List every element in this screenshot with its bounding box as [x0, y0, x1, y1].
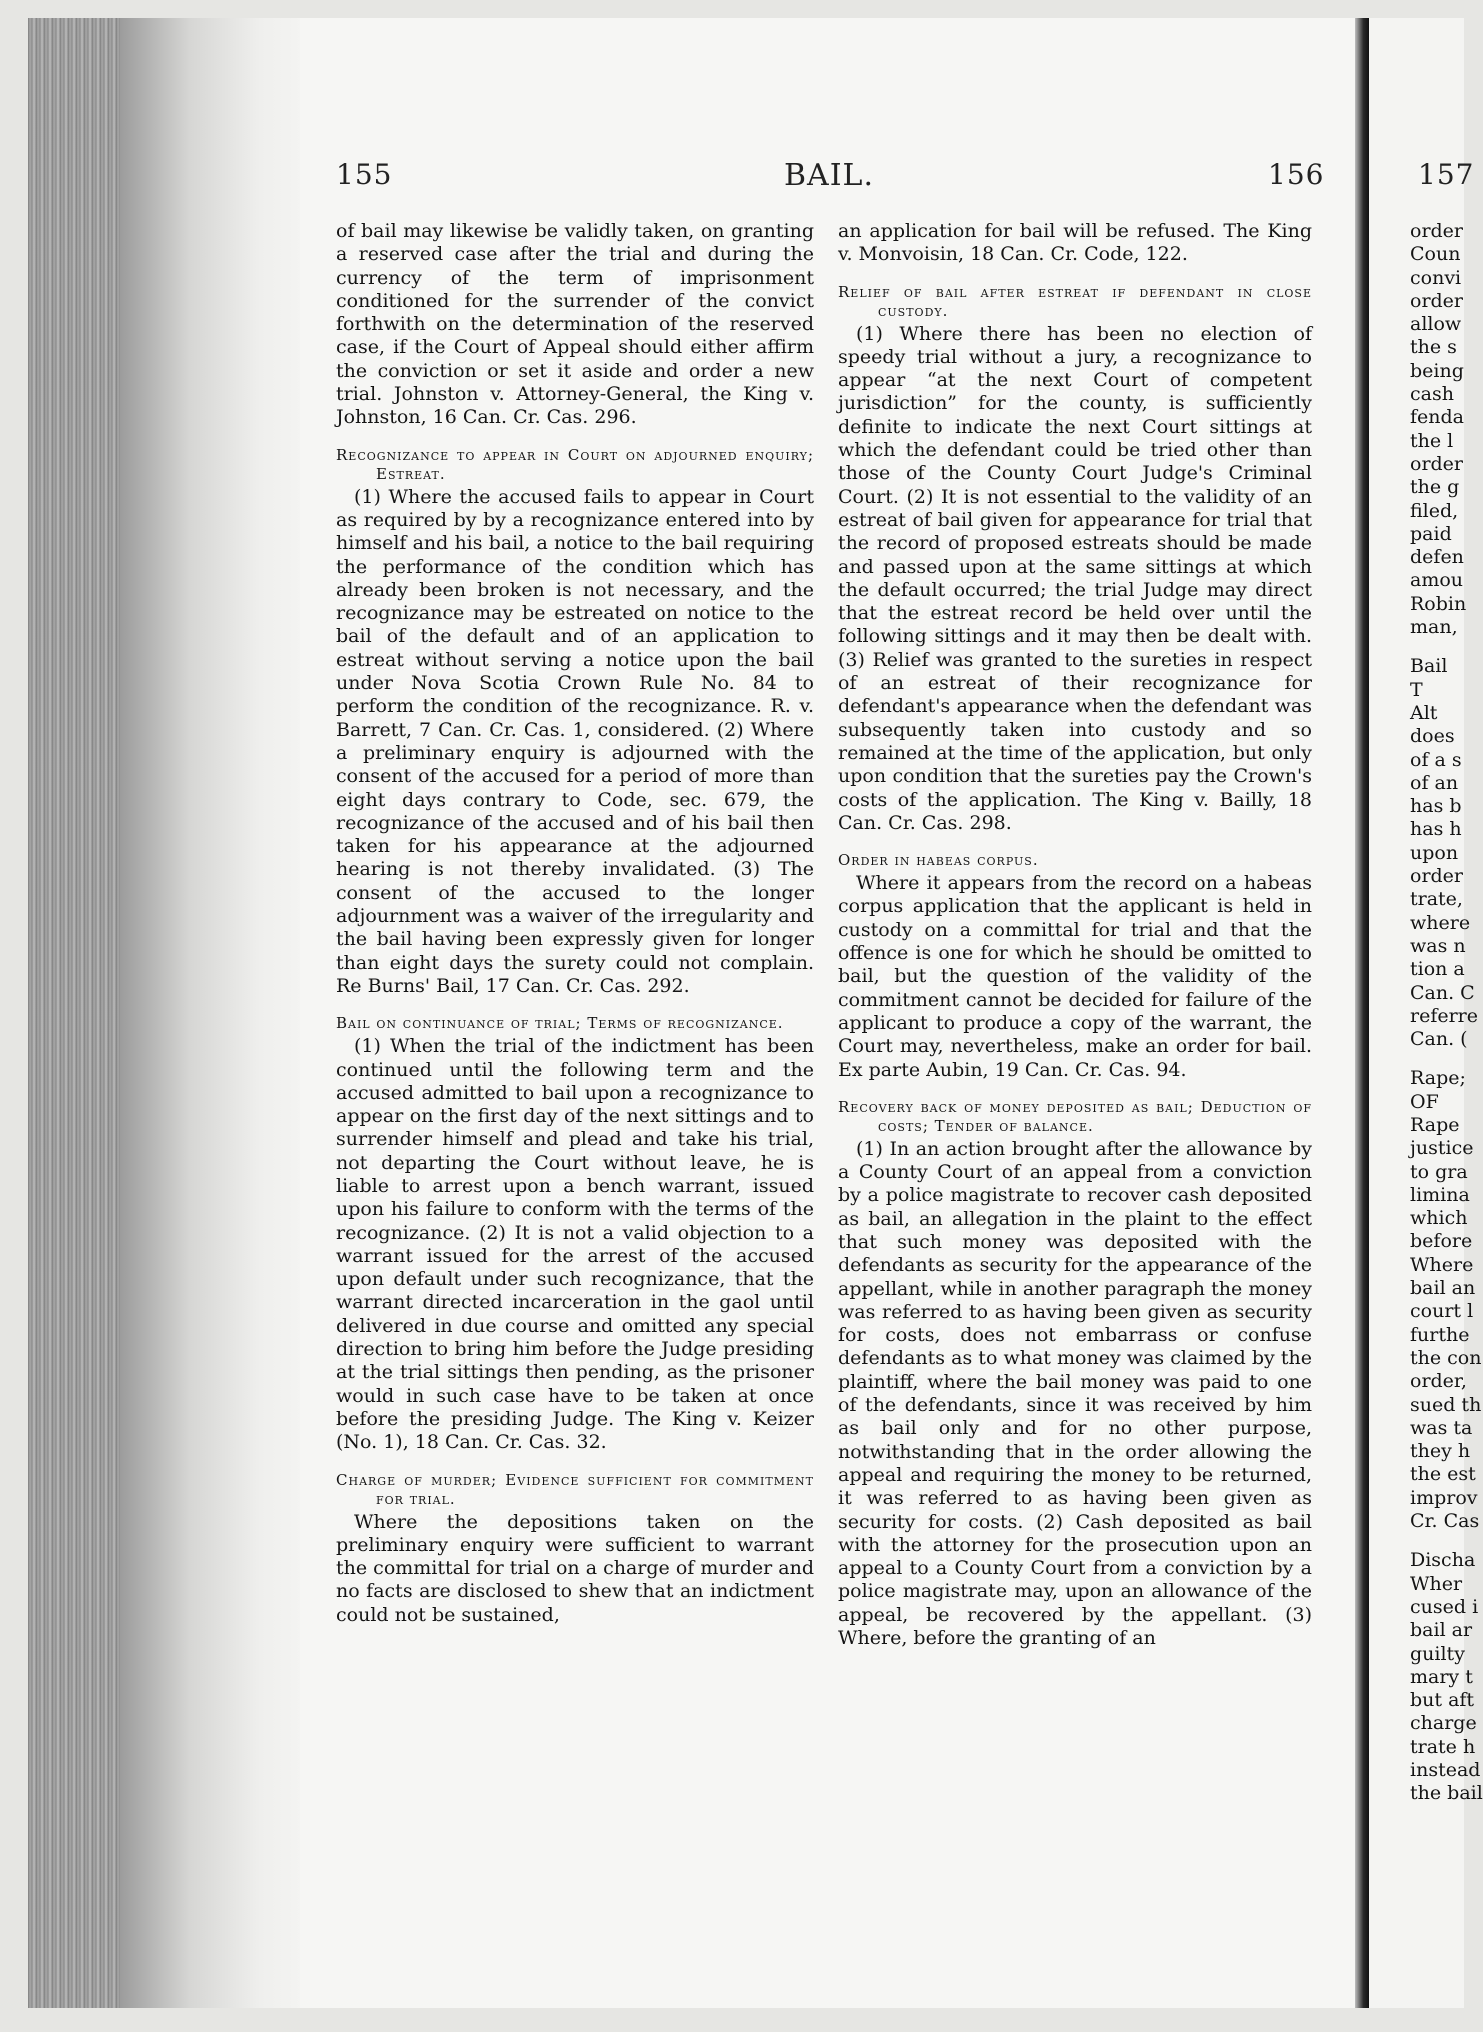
fragment-line: mary t: [1410, 1665, 1473, 1688]
fragment-line: Cr. Cas: [1410, 1510, 1480, 1533]
fragment-line: has h: [1410, 818, 1462, 841]
fragment-line: bail ar: [1410, 1619, 1473, 1642]
fragment-line: to gra: [1410, 1160, 1468, 1183]
fragment-line: cash: [1410, 383, 1454, 406]
fragment-line: [1410, 1533, 1470, 1549]
page-number-left: 155: [336, 158, 393, 191]
fragment-line: Discha: [1410, 1549, 1476, 1572]
fragment-line: upon: [1410, 841, 1459, 864]
fragment-line: was n: [1410, 934, 1466, 957]
fragment-line: order,: [1410, 1370, 1467, 1393]
paragraph: an application for bail will be refused. The King v. Monvoisin, 18 Can. Cr. Code, 122.: [838, 220, 1312, 266]
section-heading: Charge of murder; Evidence sufficient for commitment for trial.: [336, 1470, 814, 1508]
paragraph: Where it appears from the record on a habeas corpus application that the applicant is held in custody on a committal for trial and that the offence is one for which he should be omitted to bail, but the question of the validity of the commitment cannot be decided for failure of the applicant to produce a copy of the warrant, the Court may, nevertheless, make an order for bail. Ex parte Aubin, 19 Can. Cr. Cas. 94.: [838, 872, 1312, 1081]
fragment-line: improv: [1410, 1486, 1478, 1509]
paragraph: (1) Where there has been no election of speedy trial without a jury, a recognizance to appear “at the next Court of competent jurisdiction” for the county, is sufficiently definite to indicate the next Court sittings at which the defendant could be tried other than those of the County Court Judge's Criminal Court. (2) It is not essential to the validity of an estreat of bail given for appearance for trial that the record of proposed estreats should be made and passed upon at the same sittings at which the default occurred; the trial Judge may direct that the estreat record be held over until the following sittings and it may then be dealt with. (3) Relief was granted to the sureties in respect of an estreat of their recognizance for defendant's appearance when the defendant was subsequently taken into custody and so remained at the time of the application, but only upon condition that the sureties pay the Crown's costs of the application. The King v. Bailly, 18 Can. Cr. Cas. 298.: [838, 322, 1312, 834]
fragment-line: convi: [1410, 266, 1462, 289]
fragment-line: the g: [1410, 476, 1460, 499]
gutter-shadow: [120, 18, 320, 2008]
fragment-line: of an: [1410, 771, 1459, 794]
fragment-line: order: [1410, 452, 1464, 475]
paragraph: Where the depositions taken on the preliminary enquiry were sufficient to warrant the committal for trial on a charge of murder and no facts are disclosed to shew that an indictment could not be sustained,: [336, 1510, 814, 1626]
fragment-line: Wher: [1410, 1572, 1463, 1595]
fragment-line: man,: [1410, 616, 1458, 639]
fragment-line: referre: [1410, 1004, 1479, 1027]
fragment-line: the l: [1410, 429, 1454, 452]
fragment-line: the s: [1410, 336, 1457, 359]
fragment-line: has b: [1410, 795, 1462, 818]
fragment-line: furthe: [1410, 1323, 1470, 1346]
fragment-line: was ta: [1410, 1416, 1473, 1439]
fragment-line: the con: [1410, 1346, 1482, 1369]
fragment-line: court l: [1410, 1300, 1474, 1323]
fragment-line: where: [1410, 911, 1471, 934]
paragraph: of bail may likewise be validly taken, on granting a reserved case after the trial and during the currency of the term of imprisonment conditioned for the surrender of the convict forthwith on the determination of the reserved case, if the Court of Appeal should either affirm the conviction or set it aside and order a new trial. Johnston v. Attorney-General, the King v. Johnston, 16 Can. Cr. Cas. 296.: [336, 220, 814, 429]
fragment-line: Bail: [1410, 655, 1448, 678]
fragment-line: trate h: [1410, 1735, 1476, 1758]
section-heading: Recovery back of money deposited as bail; Deduction of costs; Tender of balance.: [838, 1097, 1312, 1135]
fragment-line: instead: [1410, 1759, 1481, 1781]
middle-column: [838, 220, 1312, 1650]
fragment-line: order: [1410, 220, 1464, 242]
fragment-line: the est: [1410, 1463, 1476, 1486]
fragment-line: T: [1410, 678, 1423, 701]
fragment-line: order: [1410, 289, 1464, 312]
fragment-line: does: [1410, 725, 1455, 748]
fragment-line: which: [1410, 1207, 1468, 1230]
fragment-line: before: [1410, 1230, 1473, 1253]
fragment-line: bail an: [1410, 1277, 1476, 1300]
fragment-line: of a s: [1410, 748, 1462, 771]
section-heading: Bail on continuance of trial; Terms of recognizance.: [336, 1014, 784, 1033]
fragment-line: trate,: [1410, 888, 1463, 911]
fragment-line: [1410, 639, 1470, 655]
fragment-line: defen: [1410, 546, 1464, 569]
next-page-fragment: [1410, 220, 1483, 1806]
section-heading: Relief of bail after estreat if defendant in close custody.: [838, 282, 1312, 320]
fragment-line: Can. (: [1410, 1028, 1468, 1051]
fragment-line: limina: [1410, 1183, 1470, 1206]
fragment-line: Alt: [1410, 701, 1438, 724]
fragment-line: charge: [1410, 1712, 1477, 1735]
fragment-line: cused i: [1410, 1595, 1479, 1618]
left-column: [336, 220, 814, 1627]
fragment-line: the bail: [1410, 1782, 1483, 1805]
fragment-line: tion a: [1410, 958, 1465, 981]
fragment-line: justice: [1410, 1137, 1474, 1160]
fragment-line: Where: [1410, 1253, 1474, 1276]
fragment-line: they h: [1410, 1440, 1471, 1463]
fragment-line: guilty: [1410, 1642, 1465, 1665]
fragment-line: sued th: [1410, 1393, 1482, 1416]
paragraph: (1) In an action brought after the allowance by a County Court of an appeal from a conviction by a police magistrate to recover cash deposited as bail, an allegation in the plaint to the effect that such money was deposited with the defendants as security for the appearance of the appellant, while in another paragraph the money was referred to as having been given as security for costs, does not embarrass or confuse defendants as to what money was claimed by the plaintiff, where the bail money was paid to one of the defendants, since it was received by him as bail only and for no other purpose, notwithstanding that in the order allowing the appeal and requiring the money to be returned, it was referred to as having been given as security for costs. (2) Cash deposited as bail with the attorney for the prosecution upon an appeal to a County Court from a conviction by a police magistrate may, upon an allowance of the appeal, be recovered by the appellant. (3) Where, before the granting of an: [838, 1137, 1312, 1650]
fragment-line: OF: [1410, 1090, 1439, 1113]
fragment-line: fenda: [1410, 406, 1465, 429]
fragment-line: Coun: [1410, 243, 1461, 266]
fragment-line: Rape: [1410, 1113, 1460, 1136]
fragment-line: paid: [1410, 522, 1452, 545]
page-number-next: 157: [1418, 158, 1475, 191]
page-edges: [28, 18, 120, 2008]
page-number-right: 156: [1268, 158, 1325, 191]
section-heading: Order in habeas corpus.: [838, 851, 1039, 870]
fragment-line: filed,: [1410, 499, 1459, 522]
running-title: BAIL.: [784, 158, 875, 193]
fragment-line: but aft: [1410, 1689, 1475, 1712]
fragment-line: allow: [1410, 313, 1462, 336]
paragraph: (1) When the trial of the indictment has been continued until the following term and the accused admitted to bail upon a recognizance to appear on the first day of the next sittings and to surrender himself and plead and take his trial, not departing the Court without leave, he is liable to arrest upon a bench warrant, issued upon his failure to conform with the terms of the recognizance. (2) It is not a valid objection to a warrant issued for the arrest of the accused upon default under such recognizance, that the warrant directed incarceration in the gaol until delivered in due course and omitted any special direction to bring him before the Judge presiding at the trial sittings then pending, as the prisoner would in such case have to be taken at once before the presiding Judge. The King v. Keizer (No. 1), 18 Can. Cr. Cas. 32.: [336, 1035, 814, 1454]
fragment-line: order: [1410, 865, 1464, 888]
paragraph: (1) Where the accused fails to appear in Court as required by by a recognizance entered into by himself and his bail, a notice to the bail requiring the performance of the condition which has already been broken is not necessary, and the recognizance may be estreated on notice to the bail of the default and of an application to estreat without serving a notice upon the bail under Nova Scotia Crown Rule No. 84 to perform the condition of the recognizance. R. v. Barrett, 7 Can. Cr. Cas. 1, considered. (2) Where a preliminary enquiry is adjourned with the consent of the accused for a period of more than eight days contrary to Code, sec. 679, the recognizance of the accused and of his bail then taken for his appearance at the adjourned hearing is not thereby invalidated. (3) The consent of the accused to the longer adjournment was a waiver of the irregularity and the bail having been expressly given for longer than eight days the surety could not complain. Re Burns' Bail, 17 Can. Cr. Cas. 292.: [336, 485, 814, 997]
fragment-line: Rape;: [1410, 1067, 1466, 1090]
fragment-line: being: [1410, 359, 1464, 382]
fragment-line: Robin: [1410, 592, 1467, 615]
section-heading: Recognizance to appear in Court on adjourned enquiry; Estreat.: [336, 445, 814, 483]
spine-shadow: [1355, 18, 1369, 2008]
fragment-line: Can. C: [1410, 981, 1475, 1004]
fragment-line: [1410, 1051, 1470, 1067]
fragment-line: amou: [1410, 569, 1464, 592]
